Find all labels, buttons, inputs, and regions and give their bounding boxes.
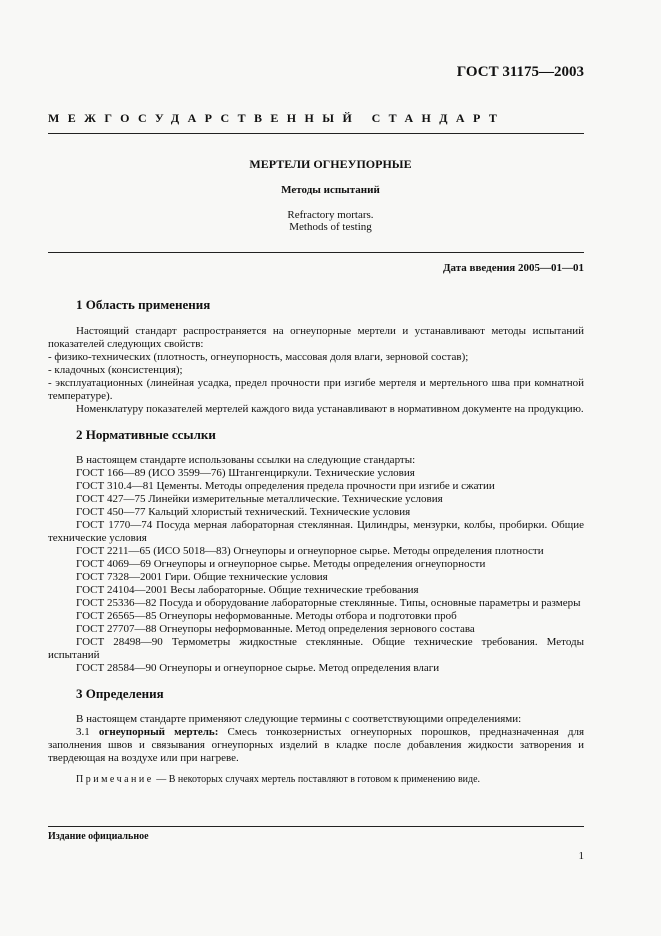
section-1-paragraph: Настоящий стандарт распространяется на огнеупорные мертели и устанавливают методы испытаний показателей следующих свойств:	[48, 325, 584, 350]
section-1-item: - физико-технических (плотность, огнеупорность, массовая доля влаги, зерновой состав);	[48, 351, 469, 363]
document-body	[48, 297, 584, 786]
reference-item: ГОСТ 1770—74 Посуда мерная лабораторная стеклянная. Цилиндры, мензурки, колбы, пробирки. Общие технические условия	[48, 519, 584, 544]
section-1-paragraph: Номенклатуру показателей мертелей каждого вида устанавливают в нормативном документе на продукцию.	[76, 403, 584, 415]
reference-item: ГОСТ 4069—69 Огнеупоры и огнеупорное сырье. Методы определения огнеупорности	[76, 558, 486, 570]
english-title	[0, 209, 661, 233]
reference-item: ГОСТ 166—89 (ИСО 3599—76) Штангенциркули. Технические условия	[76, 467, 415, 479]
introduction-date: Дата введения 2005—01—01	[442, 262, 584, 274]
interstate-standard-label: МЕЖГОСУДАРСТВЕННЫЙ СТАНДАРТ	[48, 111, 506, 125]
reference-item: ГОСТ 28584—90 Огнеупоры и огнеупорное сырье. Метод определения влаги	[76, 662, 440, 674]
reference-item: ГОСТ 24104—2001 Весы лабораторные. Общие технические требования	[76, 584, 419, 596]
section-2-intro: В настоящем стандарте использованы ссылки на следующие стандарты:	[76, 454, 416, 466]
reference-item: ГОСТ 7328—2001 Гири. Общие технические условия	[76, 571, 328, 583]
title-rule	[48, 252, 584, 253]
section-2-heading: 2 Нормативные ссылки	[76, 427, 216, 442]
footer-rule	[48, 826, 584, 827]
term-number: 3.1	[76, 726, 90, 738]
english-title-line2: Methods of testing	[289, 221, 372, 233]
header-rule	[48, 133, 584, 134]
term-name: огнеупорный мертель:	[98, 726, 219, 738]
section-3-intro: В настоящем стандарте применяют следующие термины с соответствующими определениями:	[76, 713, 522, 725]
term-definition	[48, 726, 584, 765]
section-3-heading: 3 Определения	[76, 686, 164, 701]
document-title: МЕРТЕЛИ ОГНЕУПОРНЫЕ	[249, 157, 412, 171]
reference-item: ГОСТ 26565—85 Огнеупоры неформованные. Методы отбора и подготовки проб	[76, 610, 457, 622]
document-subtitle: Методы испытаний	[281, 184, 380, 196]
section-1-item: - кладочных (консистенция);	[48, 364, 183, 376]
english-title-line1: Refractory mortars.	[287, 209, 374, 221]
note-label: Примечание	[76, 774, 154, 785]
note-text: — В некоторых случаях мертель поставляют в готовом к применению виде.	[156, 774, 481, 785]
term-definition-text: Смесь тонкозернистых огнеупорных порошков, предназначенная для заполнения швов и связывания огнеупорных изделий в кладке после добавления жидкости затворения и твердеющая на воздухе или при нагреве.	[48, 726, 585, 764]
section-1-item: - эксплуатационных (линейная усадка, предел прочности при изгибе мертеля и мертельного шва при комнатной температуре).	[48, 377, 584, 402]
section-1-heading: 1 Область применения	[76, 297, 211, 312]
page-number: 1	[578, 850, 584, 862]
reference-item: ГОСТ 310.4—81 Цементы. Методы определения предела прочности при изгибе и сжатии	[76, 480, 495, 492]
reference-item: ГОСТ 27707—88 Огнеупоры неформованные. Метод определения зернового состава	[76, 623, 475, 635]
gost-number: ГОСТ 31175—2003	[456, 64, 584, 80]
note	[48, 773, 584, 786]
reference-item: ГОСТ 25336—82 Посуда и оборудование лабораторные стеклянные. Типы, основные параметры и размеры	[76, 597, 581, 609]
reference-item: ГОСТ 2211—65 (ИСО 5018—83) Огнеупоры и огнеупорное сырье. Методы определения плотности	[76, 545, 544, 557]
official-edition-label: Издание официальное	[48, 831, 149, 842]
reference-item: ГОСТ 450—77 Кальций хлористый технический. Технические условия	[76, 506, 411, 518]
reference-item: ГОСТ 28498—90 Термометры жидкостные стеклянные. Общие технические требования. Методы испытаний	[48, 636, 584, 661]
reference-item: ГОСТ 427—75 Линейки измерительные металлические. Технические условия	[76, 493, 443, 505]
